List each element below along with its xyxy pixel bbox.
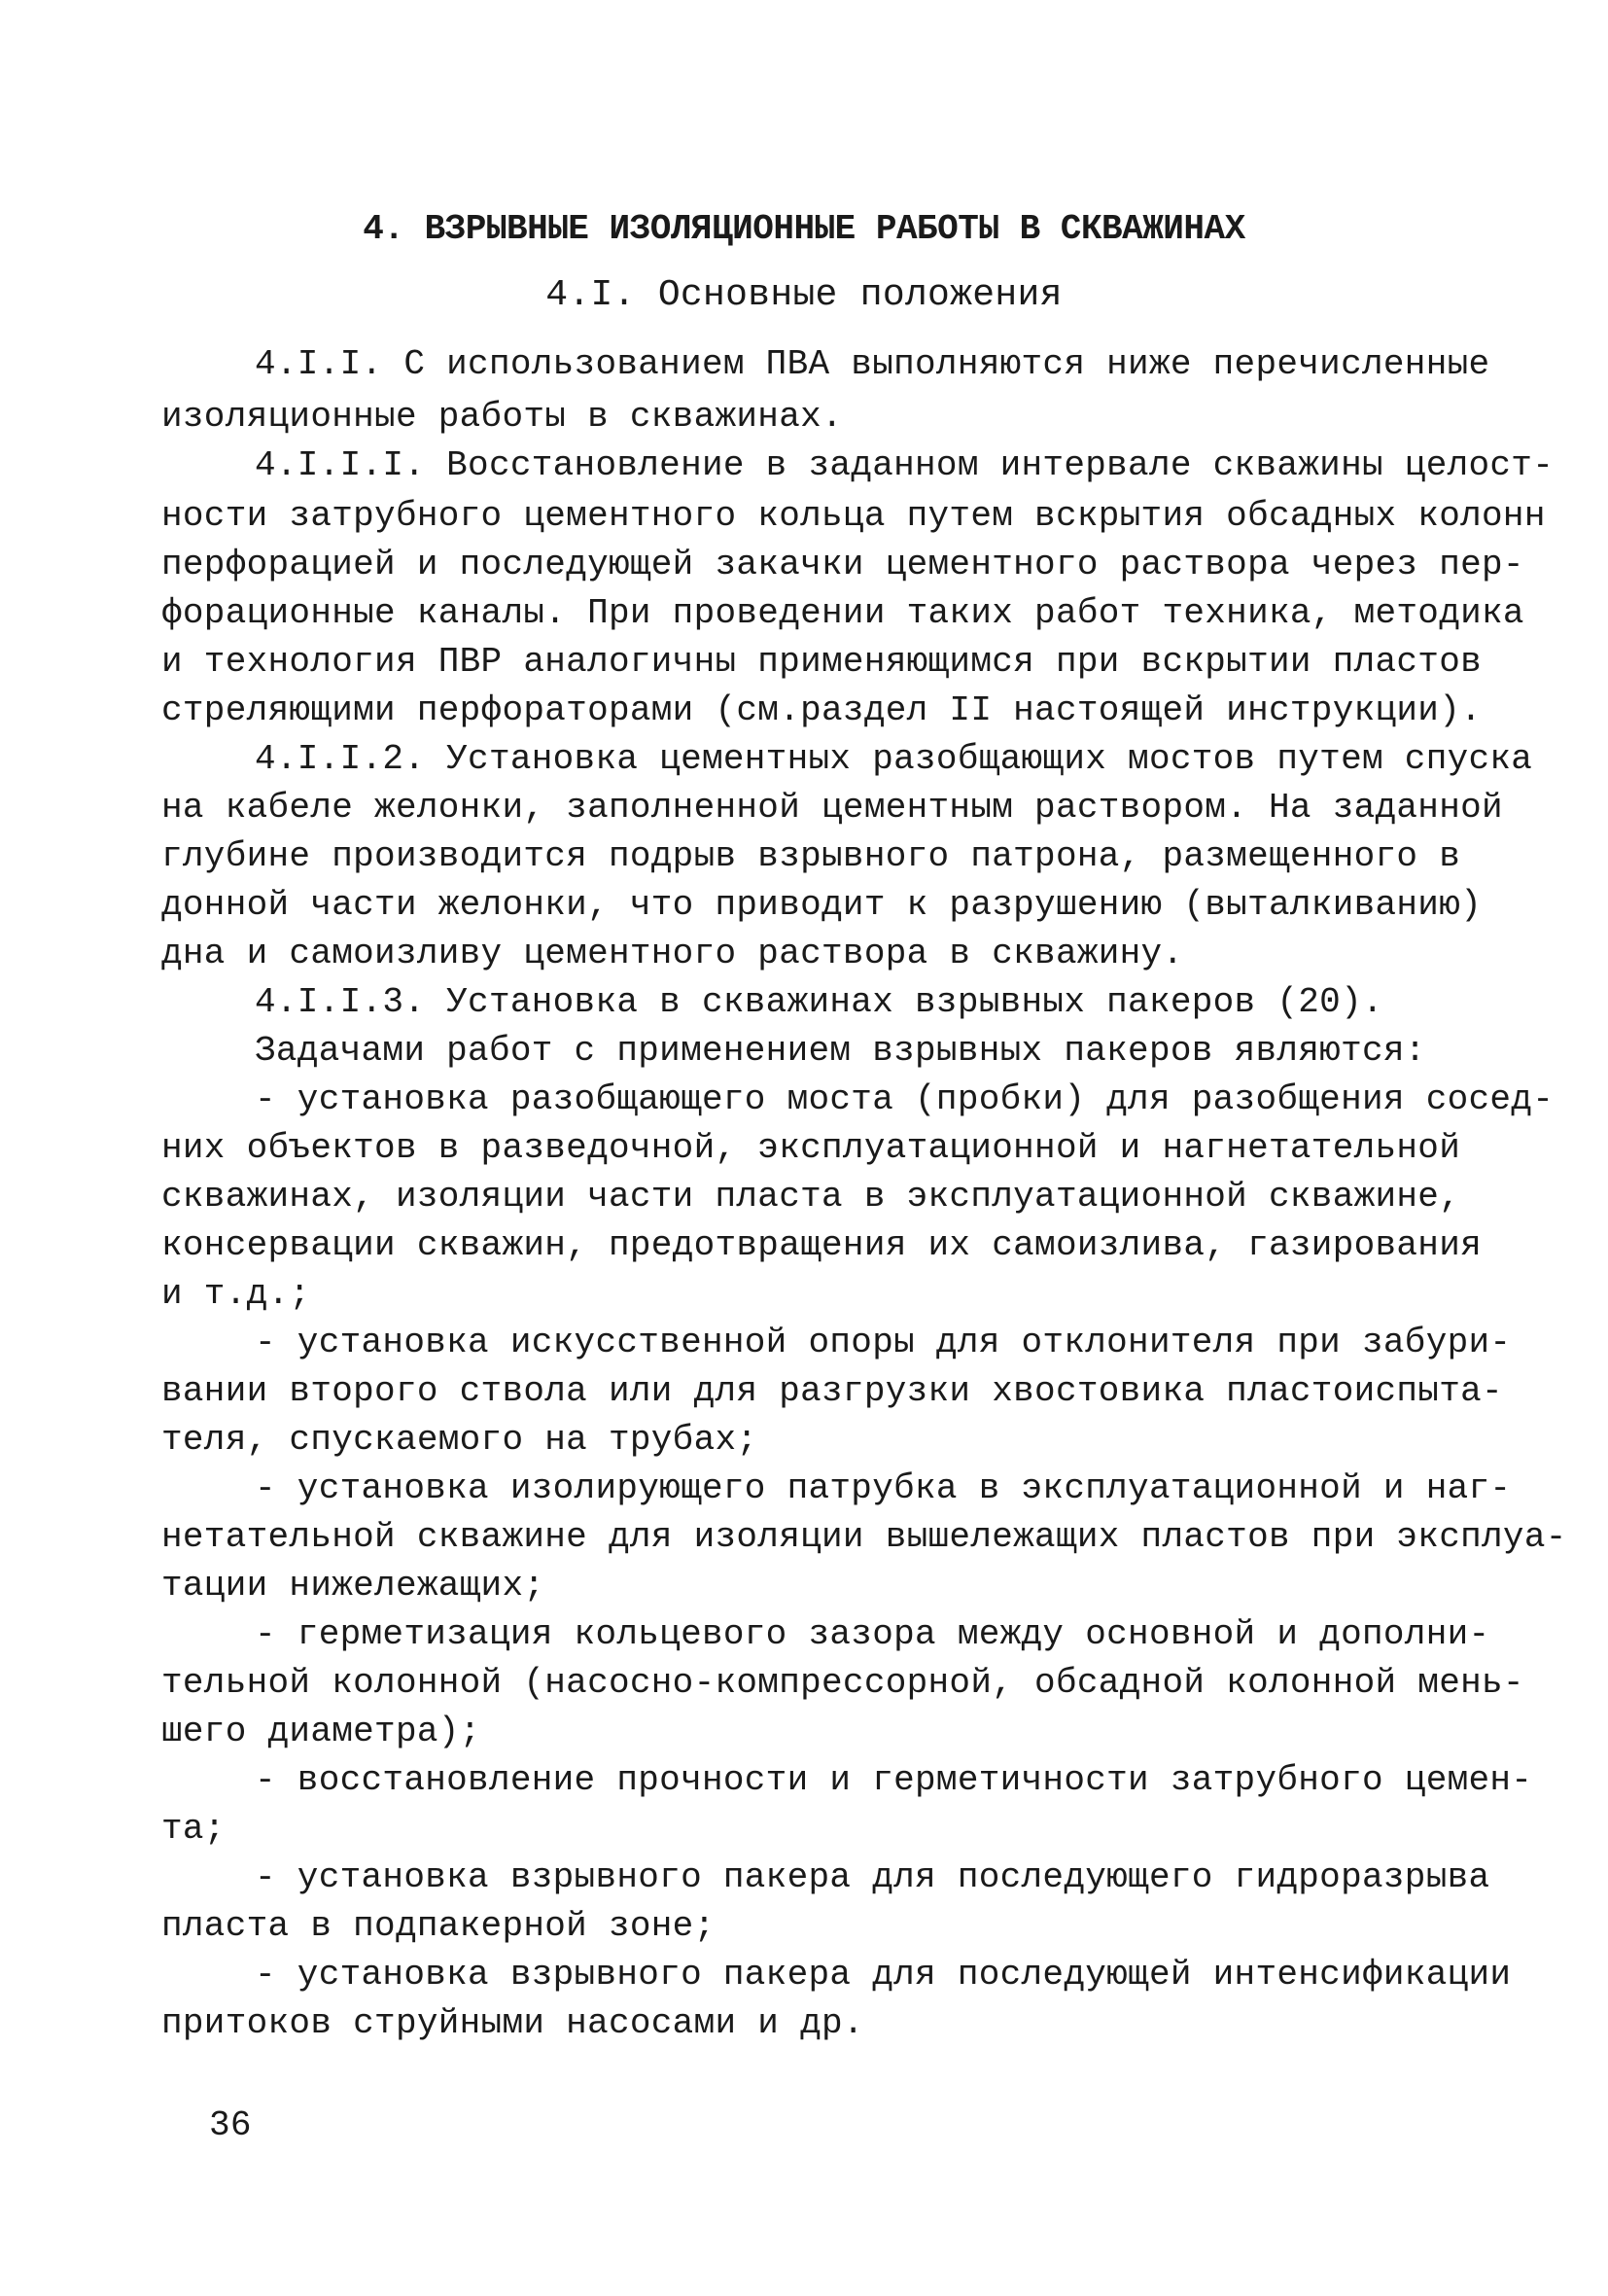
text-line-8: стреляющими перфораторами (см.раздел II настоящей инструкции). xyxy=(161,690,1483,730)
text-line-2: изоляционные работы в скважинах. xyxy=(161,397,843,437)
text-line-12: донной части желонки, что приводит к разрушению (выталкиванию) xyxy=(161,885,1483,925)
text-line-7: и технология ПВР аналогичны применяющимся при вскрытии пластов xyxy=(161,642,1483,682)
text-line-13: дна и самоизливу цементного раствора в скважину. xyxy=(161,934,1184,973)
text-line-32: - установка взрывного пакера для последующего гидроразрыва xyxy=(255,1857,1490,1897)
text-line-33: пласта в подпакерной зоне; xyxy=(161,1906,716,1946)
page-number: 36 xyxy=(209,2105,252,2145)
text-line-26: тации нижележащих; xyxy=(161,1566,545,1606)
text-line-16: - установка разобщающего моста (пробки) для разобщения сосед- xyxy=(255,1079,1555,1119)
text-line-17: них объектов в разведочной, эксплуатационной и нагнетательной xyxy=(161,1128,1461,1168)
text-line-15: Задачами работ с применением взрывных пакеров являются: xyxy=(255,1031,1426,1071)
text-line-23: теля, спускаемого на трубах; xyxy=(161,1420,758,1460)
text-line-30: - восстановление прочности и герметичности затрубного цемен- xyxy=(255,1760,1533,1800)
text-line-14: 4.I.I.3. Установка в скважинах взрывных пакеров (20). xyxy=(255,982,1383,1022)
text-line-29: шего диаметра); xyxy=(161,1712,481,1751)
text-line-28: тельной колонной (насосно-компрессорной, обсадной колонной мень- xyxy=(161,1663,1524,1703)
text-line-22: вании второго ствола или для разгрузки хвостовика пластоиспыта- xyxy=(161,1371,1503,1411)
text-line-18: скважинах, изоляции части пласта в эксплуатационной скважине, xyxy=(161,1177,1461,1217)
text-line-24: - установка изолирующего патрубка в эксплуатационной и наг- xyxy=(255,1468,1512,1508)
text-line-11: глубине производится подрыв взрывного патрона, размещенного в xyxy=(161,836,1461,876)
text-line-31: та; xyxy=(161,1809,226,1849)
text-line-25: нетательной скважине для изоляции вышележащих пластов при эксплуа- xyxy=(161,1517,1567,1557)
text-line-34: - установка взрывного пакера для последующей интенсификации xyxy=(255,1955,1512,1995)
text-line-27: - герметизация кольцевого зазора между основной и дополни- xyxy=(255,1614,1490,1654)
text-line-5: перфорацией и последующей закачки цементного раствора через пер- xyxy=(161,545,1524,584)
text-line-9: 4.I.I.2. Установка цементных разобщающих мостов путем спуска xyxy=(255,739,1533,779)
text-line-1: 4.I.I. С использованием ПВА выполняются ниже перечисленные xyxy=(255,344,1490,384)
text-line-10: на кабеле желонки, заполненной цементным раствором. На заданной xyxy=(161,788,1503,828)
text-line-35: притоков струйными насосами и др. xyxy=(161,2003,864,2043)
text-line-6: форационные каналы. При проведении таких работ техника, методика xyxy=(161,593,1524,633)
text-line-19: консервации скважин, предотвращения их самоизлива, газирования xyxy=(161,1225,1483,1265)
text-line-20: и т.д.; xyxy=(161,1274,311,1314)
text-line-4: ности затрубного цементного кольца путем вскрытия обсадных колонн xyxy=(161,496,1546,536)
text-line-3: 4.I.I.I. Восстановление в заданном интервале скважины целост- xyxy=(255,445,1555,485)
text-line-21: - установка искусственной опоры для отклонителя при забури- xyxy=(255,1323,1512,1362)
subsection-heading: 4.I. Основные положения xyxy=(545,274,1063,316)
section-heading: 4. ВЗРЫВНЫЕ ИЗОЛЯЦИОННЫЕ РАБОТЫ В СКВАЖИНАХ xyxy=(363,209,1245,249)
